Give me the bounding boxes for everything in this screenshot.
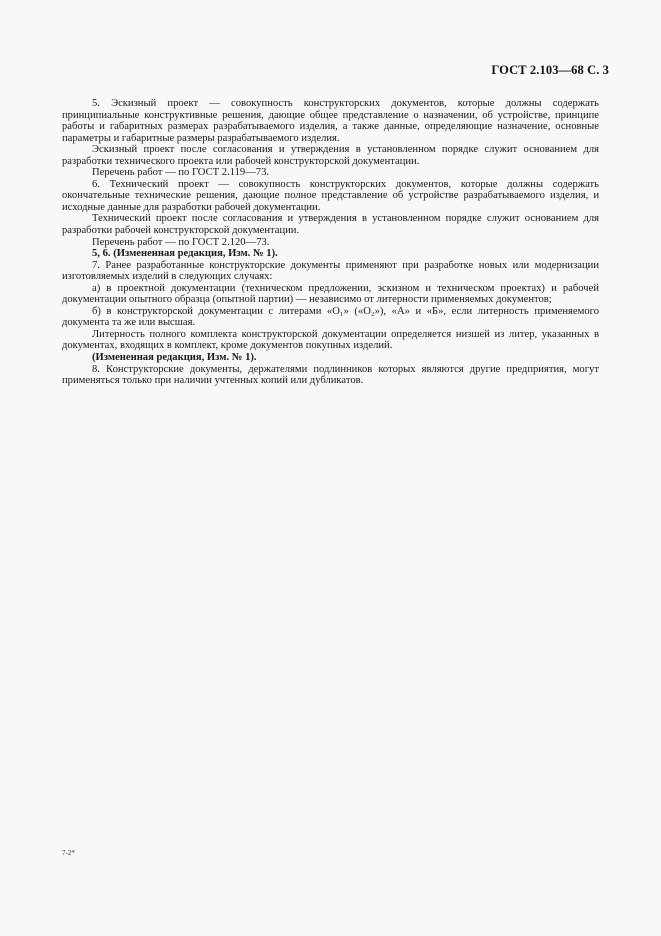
paragraph-6-approval: Технический проект после согласования и утверждения в установленном порядке служит основанием для разработки рабочей конструкторской документации. <box>62 213 599 237</box>
paragraph-7b: б) в конструкторской документации с литерами «O₁» («O₂»), «А» и «Б», если литерность применяемого документа та же или высшая. <box>62 305 599 329</box>
page-header-title: ГОСТ 2.103—68 С. 3 <box>491 63 609 77</box>
paragraph-5-approval: Эскизный проект после согласования и утверждения в установленном порядке служит основанием для разработки технического проекта или рабочей конструкторской документации. <box>62 144 599 167</box>
amendment-note-5-6: 5, 6. (Измененная редакция, Изм. № 1). <box>92 248 278 260</box>
paragraph-7a: а) в проектной документации (техническом предложении, эскизном и техническом проектах) и рабочей документации опытного образца (опытной партии) — независимо от литерности применяемых документов; <box>62 282 599 306</box>
amendment-note-7: (Измененная редакция, Изм. № 1). <box>92 352 257 364</box>
paragraph-7-literacy: Литерность полного комплекта конструкторской документации определяется низшей из литер, указанных в документах, входящих в комплект, кроме документов покупных изделий. <box>62 328 599 352</box>
paragraph-5-work-list: Перечень работ — по ГОСТ 2.119—73. <box>92 167 270 179</box>
footer-print-mark: 7-2* <box>62 849 75 857</box>
paragraph-8-holders: 8. Конструкторские документы, держателями подлинников которых являются другие предприятия, могут применяться только при наличии учтенных копий или дубликатов. <box>62 363 599 387</box>
paragraph-7-reuse: 7. Ранее разработанные конструкторские документы применяют при разработке новых или модернизации изготовляемых изделий в следующих случаях: <box>62 259 599 283</box>
paragraph-6-technical-project: 6. Технический проект — совокупность конструкторских документов, которые должны содержать окончательные технические решения, дающие полное представление об устройстве разрабатываемого изделия, и исходные данные для разработки рабочей документации. <box>62 178 599 213</box>
paragraph-6-work-list: Перечень работ — по ГОСТ 2.120—73. <box>92 236 270 248</box>
paragraph-5-sketch-project: 5. Эскизный проект — совокупность конструкторских документов, которые должны содержать принципиальные конструктивные решения, дающие общее представление о назначении, об устройстве, принципе работы и габаритных размерах разрабатываемого изделия, а также данные, определяющие назначение, основные параметры и габаритные размеры разрабатываемого изделия. <box>62 98 599 144</box>
document-body <box>62 98 599 387</box>
